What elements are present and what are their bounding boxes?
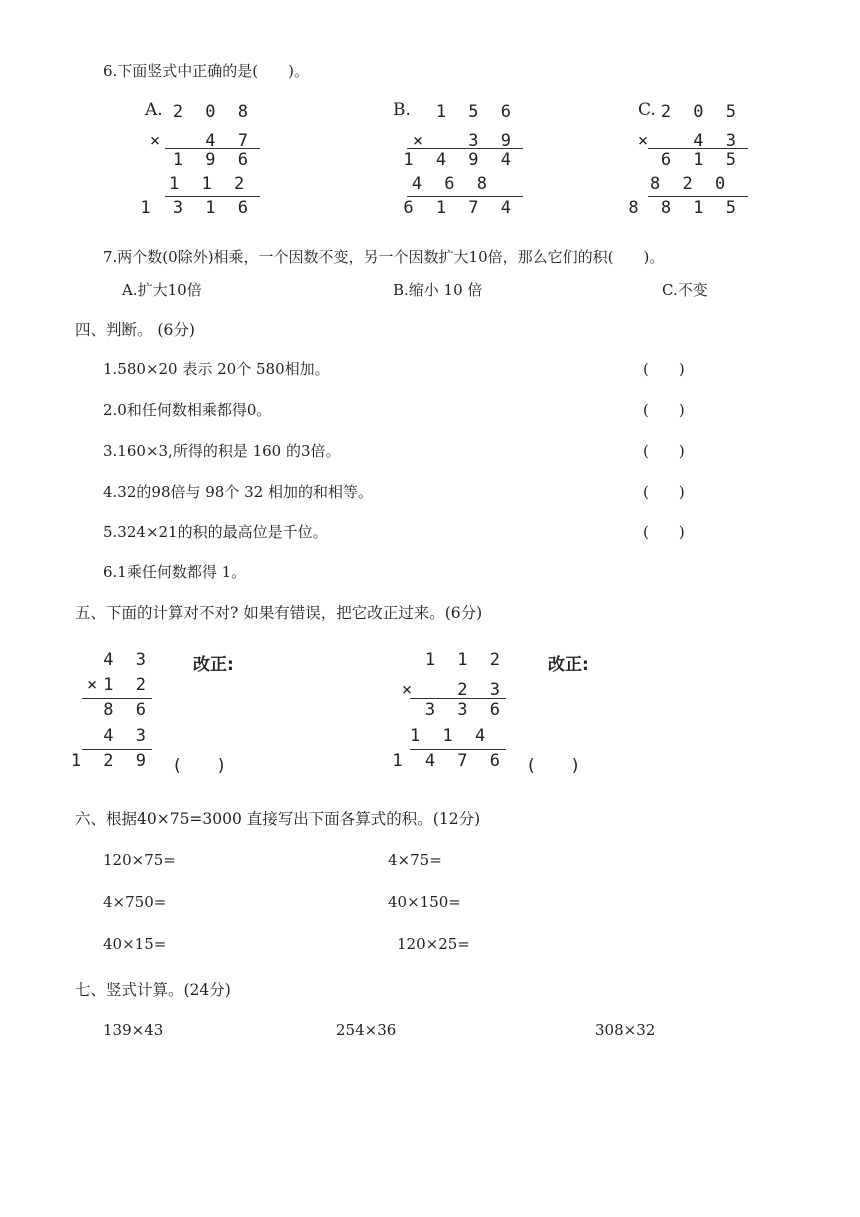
vertical-calc-item: 308×32	[595, 1021, 656, 1039]
section-6-title: 六、根据40×75=3000 直接写出下面各算式的积。(12分)	[75, 810, 481, 828]
judge-answer-paren[interactable]: ( )	[643, 483, 685, 501]
calc-row: 8 6	[103, 700, 152, 720]
calc-line	[407, 196, 523, 197]
question-7-text: 7.两个数(0除外)相乘，一个因数不变，另一个因数扩大10倍，那么它们的积( )。	[103, 248, 665, 266]
calc-row: × 3 9	[412, 131, 517, 151]
calc-row: 1 9 6	[172, 150, 254, 170]
calc-line	[82, 698, 152, 699]
oral-calc-item: 4×75=	[388, 851, 442, 869]
correction-label-2: 改正:	[548, 655, 589, 675]
calc-line	[165, 148, 260, 149]
judge-item-5: 5.324×21的积的最高位是千位。	[103, 523, 328, 541]
calc-row: ×1 2	[87, 675, 152, 695]
calc-row: 1 5 6	[435, 102, 517, 122]
calc-line	[648, 196, 748, 197]
error-answer-paren[interactable]: ( )	[526, 756, 581, 776]
oral-calc-item: 120×75=	[103, 851, 176, 869]
calc-row: × 2 3	[401, 680, 506, 700]
question-6-text: 6.下面竖式中正确的是( )。	[103, 62, 310, 80]
calc-row: 4 6 8	[411, 174, 493, 194]
oral-calc-item: 40×15=	[103, 935, 167, 953]
oral-calc-item: 120×25=	[397, 935, 470, 953]
judge-answer-paren[interactable]: ( )	[643, 360, 685, 378]
error-answer-paren[interactable]: ( )	[172, 756, 227, 776]
question-7-option-c: C.不变	[662, 281, 708, 299]
option-a-vertical-calc	[140, 100, 260, 220]
calc-row: 1 1 2	[169, 174, 251, 194]
option-b-label: B.	[393, 100, 411, 120]
calc-row: 1 4 9 4	[403, 150, 517, 170]
vertical-calc-item: 254×36	[336, 1021, 397, 1039]
judge-item-6: 6.1乘任何数都得 1。	[103, 563, 247, 581]
judge-answer-paren[interactable]: ( )	[643, 523, 685, 541]
calc-line	[648, 148, 748, 149]
vertical-calc-item: 139×43	[103, 1021, 164, 1039]
oral-calc-item: 40×150=	[388, 893, 461, 911]
correction-label-1: 改正:	[193, 655, 234, 675]
calc-line	[165, 196, 260, 197]
calc-row: 1 1 4	[410, 726, 492, 746]
calc-row: 1 1 2	[424, 650, 506, 670]
section-7-title: 七、竖式计算。(24分)	[75, 981, 231, 999]
calc-row: 2 0 8	[172, 102, 254, 122]
calc-line	[82, 749, 152, 750]
calc-row: 8 2 0	[650, 174, 732, 194]
calc-row: 1 4 7 6	[392, 751, 506, 771]
calc-row: 4 3	[103, 726, 152, 746]
calc-row: 6 1 5	[660, 150, 742, 170]
option-c-label: C.	[638, 100, 656, 120]
judge-item-1: 1.580×20 表示 20个 580相加。	[103, 360, 330, 378]
judge-item-2: 2.0和任何数相乘都得0。	[103, 401, 272, 419]
option-a-label: A.	[145, 100, 163, 120]
calc-row: × 4 7	[149, 131, 254, 151]
calc-line	[407, 148, 523, 149]
section-4-title: 四、判断。 (6分)	[75, 321, 195, 339]
calc-row: 6 1 7 4	[403, 198, 517, 218]
judge-answer-paren[interactable]: ( )	[643, 442, 685, 460]
calc-row: 1 2 9	[70, 751, 152, 771]
calc-line	[410, 698, 506, 699]
question-7-option-a: A.扩大10倍	[122, 281, 202, 299]
calc-row: × 4 3	[637, 131, 742, 151]
judge-answer-paren[interactable]: ( )	[643, 401, 685, 419]
calc-row: 3 3 6	[424, 700, 506, 720]
section-5-title: 五、下面的计算对不对? 如果有错误，把它改正过来。(6分)	[75, 604, 483, 622]
oral-calc-item: 4×750=	[103, 893, 167, 911]
calc-row: 8 8 1 5	[628, 198, 742, 218]
option-b-vertical-calc	[393, 100, 523, 220]
calc-row: 2 0 5	[660, 102, 742, 122]
judge-item-3: 3.160×3,所得的积是 160 的3倍。	[103, 442, 341, 460]
calc-line	[410, 749, 506, 750]
judge-item-4: 4.32的98倍与 98个 32 相加的和相等。	[103, 483, 373, 501]
calc-row: 4 3	[103, 650, 152, 670]
option-c-vertical-calc	[628, 100, 748, 220]
calc-row: 1 3 1 6	[140, 198, 254, 218]
question-7-option-b: B.缩小 10 倍	[393, 281, 483, 299]
